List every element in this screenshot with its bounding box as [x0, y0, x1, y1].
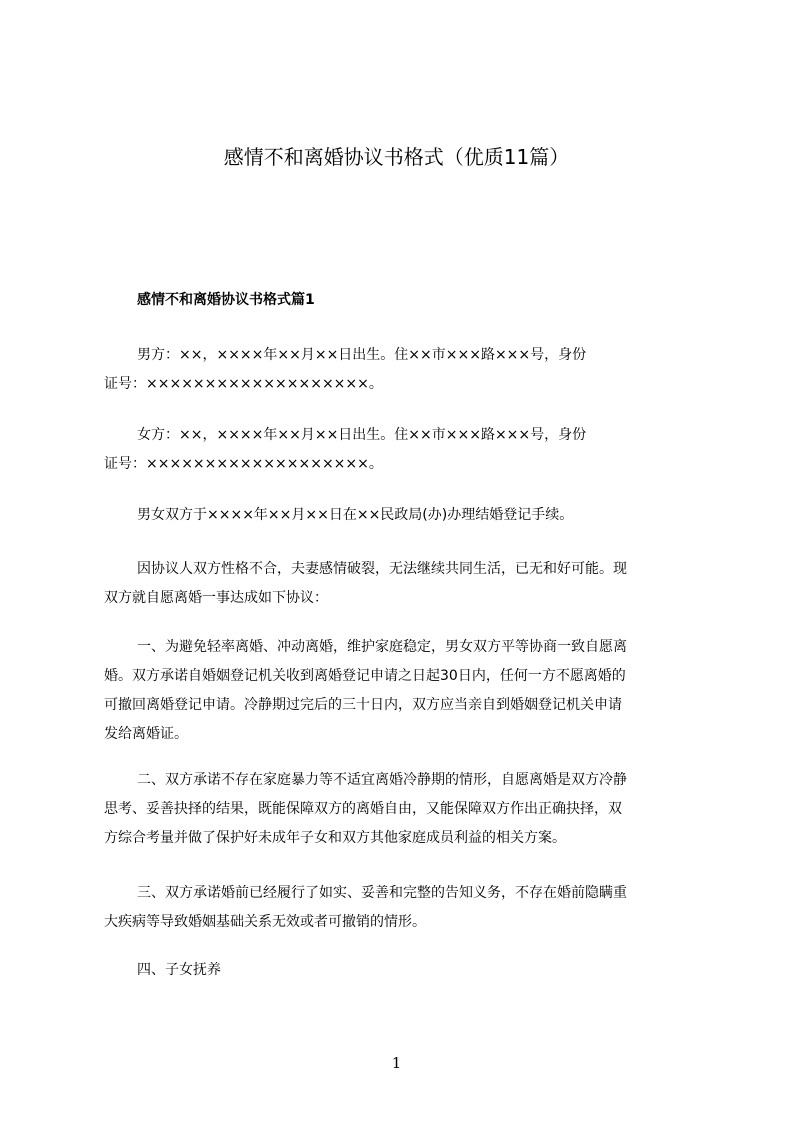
section-heading: 感情不和离婚协议书格式篇1 — [137, 292, 315, 308]
page-number: 1 — [391, 1054, 402, 1072]
paragraph-line: 思考、妥善抉择的结果，既能保障双方的离婚自由，又能保障双方作出正确抉择，双 — [104, 801, 622, 817]
paragraph-clause-4-heading — [104, 956, 700, 985]
paragraph-line: 大疾病等导致婚姻基础关系无效或者可撤销的情形。 — [104, 914, 426, 930]
paragraph-line: 证号：×××××××××××××××××××。 — [104, 456, 383, 472]
paragraph-husband-info — [104, 341, 700, 399]
paragraph-line: 证号：×××××××××××××××××××。 — [104, 376, 383, 392]
paragraph-line: 婚。双方承诺自婚姻登记机关收到离婚登记申请之日起30日内，任何一方不愿离婚的 — [104, 668, 626, 684]
paragraph-clause-2 — [104, 766, 700, 853]
document-title: 感情不和离婚协议书格式（优质11篇） — [223, 145, 570, 169]
paragraph-line: 男方：××，××××年××月××日出生。住××市×××路×××号，身份 — [137, 347, 587, 363]
paragraph-line: 三、双方承诺婚前已经履行了如实、妥善和完整的告知义务，不存在婚前隐瞒重 — [137, 885, 627, 901]
paragraph-line: 男女双方于××××年××月××日在××民政局(办)办理结婚登记手续。 — [137, 507, 574, 523]
paragraph-line: 二、双方承诺不存在家庭暴力等不适宜离婚冷静期的情形，自愿离婚是双方冷静 — [137, 772, 627, 788]
paragraph-line: 发给离婚证。 — [104, 726, 188, 742]
paragraph-reason — [104, 555, 700, 613]
paragraph-line: 双方就自愿离婚一事达成如下协议： — [104, 590, 328, 606]
paragraph-line: 方综合考量并做了保护好未成年子女和双方其他家庭成员利益的相关方案。 — [104, 830, 566, 846]
paragraph-line: 可撤回离婚登记申请。冷静期过完后的三十日内，双方应当亲自到婚姻登记机关申请 — [104, 697, 622, 713]
paragraph-wife-info — [104, 421, 700, 479]
paragraph-line: 四、子女抚养 — [137, 962, 221, 978]
paragraph-marriage-registration — [104, 501, 700, 530]
paragraph-clause-1 — [104, 633, 700, 749]
paragraph-line: 女方：××，××××年××月××日出生。住××市×××路×××号，身份 — [137, 427, 587, 443]
paragraph-line: 因协议人双方性格不合，夫妻感情破裂，无法继续共同生活，已无和好可能。现 — [137, 561, 627, 577]
paragraph-clause-3 — [104, 879, 700, 937]
paragraph-line: 一、为避免轻率离婚、冲动离婚，维护家庭稳定，男女双方平等协商一致自愿离 — [137, 639, 627, 655]
